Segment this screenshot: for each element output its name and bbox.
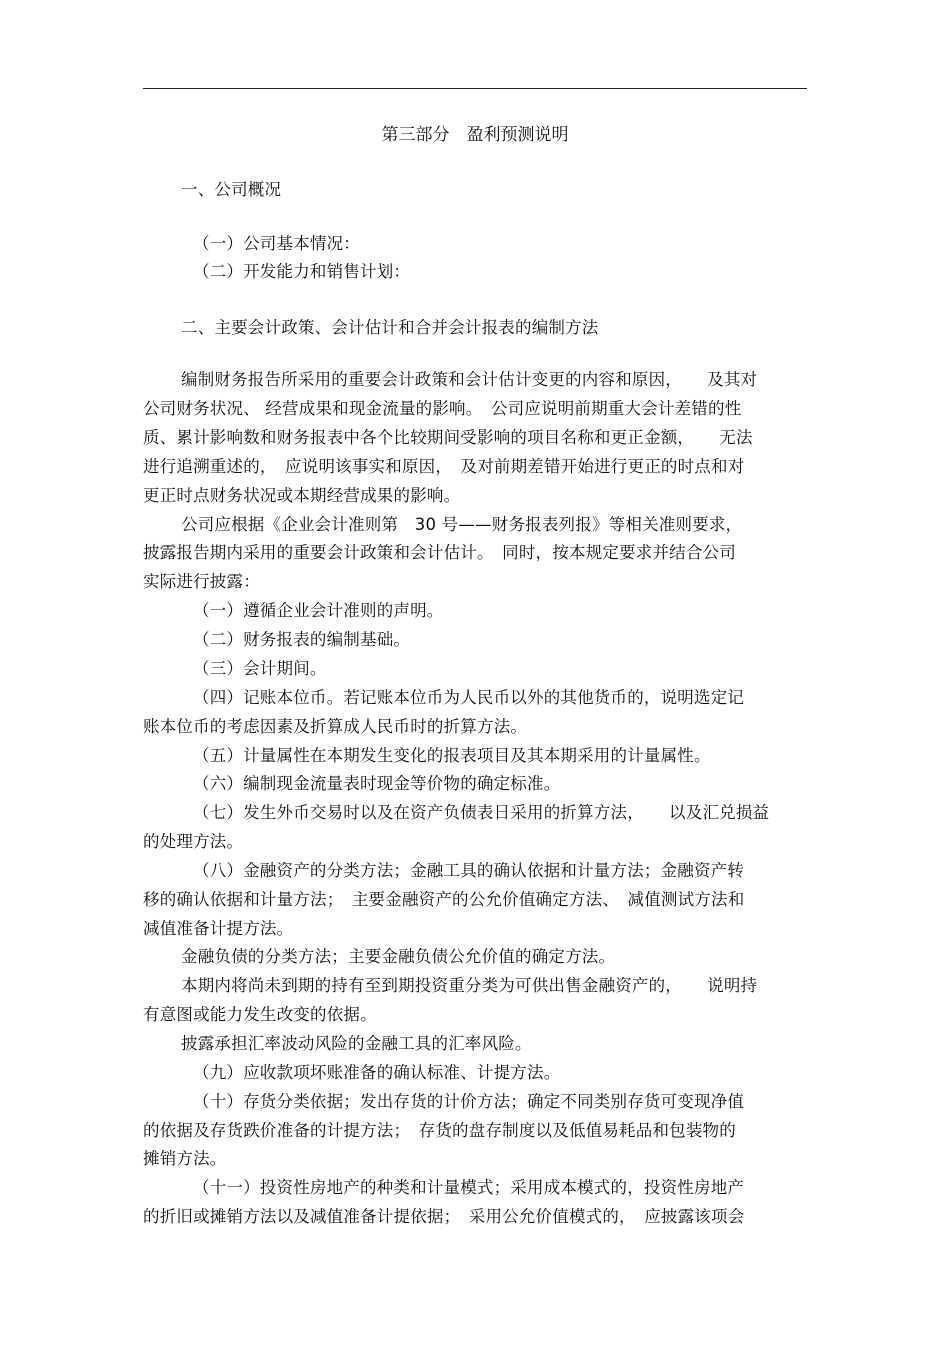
text-line: （二）开发能力和销售计划：: [193, 262, 411, 281]
text-line: （一）遵循企业会计准则的声明。: [193, 601, 444, 620]
text-line: （十一）投资性房地产的种类和计量模式；采用成本模式的，投资性房地产: [193, 1178, 745, 1197]
text-line: （十）存货分类依据；发出存货的计价方法；确定不同类别存货可变现净值: [193, 1092, 745, 1111]
text-line: （八）金融资产的分类方法；金融工具的确认依据和计量方法；金融资产转: [193, 861, 745, 880]
text-line: 公司应根据《企业会计准则第 30 号——财务报表列报》等相关准则要求，: [181, 515, 743, 534]
header-rule: [143, 88, 807, 89]
text-line: （五）计量属性在本期发生变化的报表项目及其本期采用的计量属性。: [193, 746, 711, 765]
text-line: 摊销方法。: [143, 1149, 227, 1168]
text-line: 的处理方法。: [143, 832, 244, 851]
text-line: 实际进行披露：: [143, 572, 260, 591]
text-line: （九）应收款项坏账准备的确认标准、计提方法。: [193, 1063, 561, 1082]
text-line: 更正时点财务状况或本期经营成果的影响。: [143, 486, 461, 505]
text-line: 移的确认依据和计量方法； 主要金融资产的公允价值确定方法、 减值测试方法和: [143, 890, 745, 909]
text-line: 进行追溯重述的， 应说明该事实和原因， 及对前期差错开始进行更正的时点和对: [143, 457, 745, 476]
text-line: （四）记账本位币。若记账本位币为人民币以外的其他货币的，说明选定记: [193, 688, 745, 707]
text-line: （二）财务报表的编制基础。: [193, 630, 411, 649]
text-line: 质、累计影响数和财务报表中各个比较期间受影响的项目名称和更正金额， 无法: [143, 428, 753, 447]
text-line: 披露报告期内采用的重要会计政策和会计估计。 同时，按本规定要求并结合公司: [143, 543, 736, 562]
text-line: 减值准备计提方法。: [143, 919, 294, 938]
text-line: （七）发生外币交易时以及在资产负债表日采用的折算方法， 以及汇兑损益: [193, 803, 770, 822]
text-line: （六）编制现金流量表时现金等价物的确定标准。: [193, 774, 561, 793]
text-line: （三）会计期间。: [193, 659, 327, 678]
text-line: 公司财务状况、 经营成果和现金流量的影响。 公司应说明前期重大会计差错的性: [143, 399, 742, 418]
text-line: 披露承担汇率波动风险的金融工具的汇率风险。: [181, 1034, 532, 1053]
text-line: 的依据及存货跌价准备的计提方法； 存货的盘存制度以及低值易耗品和包装物的: [143, 1121, 736, 1140]
text-line: 金融负债的分类方法；主要金融负债公允价值的确定方法。: [181, 947, 616, 966]
page-title: 第三部分 盈利预测说明: [381, 125, 569, 145]
text-line: （一）公司基本情况：: [193, 234, 360, 253]
text-line: 编制财务报告所采用的重要会计政策和会计估计变更的内容和原因， 及其对: [181, 370, 758, 389]
text-line: 有意图或能力发生改变的依据。: [143, 1005, 377, 1024]
text-line: 的折旧或摊销方法以及减值准备计提依据； 采用公允价值模式的， 应披露该项会: [143, 1207, 745, 1226]
text-line: 本期内将尚未到期的持有至到期投资重分类为可供出售金融资产的， 说明持: [181, 976, 758, 995]
text-line: 一、公司概况: [181, 180, 282, 199]
text-line: 账本位币的考虑因素及折算成人民币时的折算方法。: [143, 717, 528, 736]
text-line: 二、主要会计政策、会计估计和合并会计报表的编制方法: [181, 318, 599, 337]
